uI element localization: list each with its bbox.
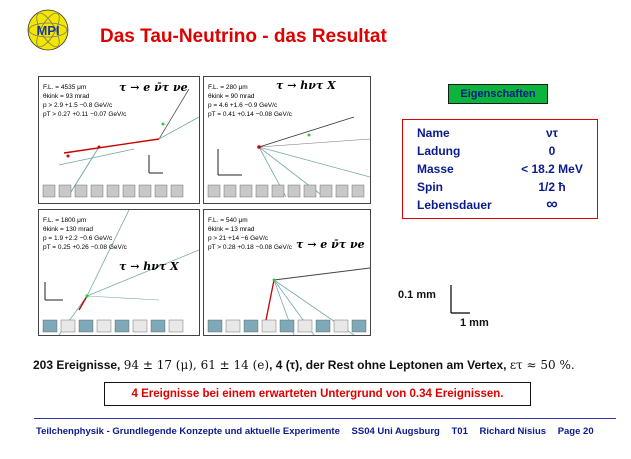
panel-3-info <box>43 216 127 252</box>
footer-divider <box>34 418 616 419</box>
panel-line: pT > 0.27 +0.11 −0.07 GeV/c <box>43 111 127 118</box>
footer-author: Richard Nisius <box>479 426 547 437</box>
property-value: < 18.2 MeV <box>521 162 583 176</box>
properties-box <box>402 119 598 219</box>
logo-text: MPI <box>36 23 60 38</box>
panel-line: p = 1.9 +2.2 −0.6 GeV/c <box>43 235 113 242</box>
event-summary <box>33 358 575 372</box>
property-name: Spin <box>417 180 443 194</box>
panel-line: F.L. = 280 μm <box>208 84 248 91</box>
property-value: 1/2 ħ <box>538 180 566 194</box>
panel-line: p > 21 +14 −6 GeV/c <box>208 235 269 242</box>
panel-line: F.L. = 540 μm <box>208 217 248 224</box>
scale-horizontal-label: 1 mm <box>460 317 489 329</box>
property-value: ντ <box>545 126 559 140</box>
event-math: 94 ± 17 (μ), 61 ± 14 (e) <box>123 358 270 372</box>
panel-line: θkink = 90 mrad <box>208 93 255 100</box>
panel-4-decay: τ → e ν̄τ νe <box>296 238 365 251</box>
panel-line: p > 2.9 +1.5 −0.8 GeV/c <box>43 102 113 109</box>
property-name: Ladung <box>417 144 461 158</box>
footer-page: Page 20 <box>557 426 594 437</box>
footer-code: T01 <box>451 426 468 437</box>
eigenschaften-header: Eigenschaften <box>448 84 548 104</box>
panel-line: θkink = 130 mrad <box>43 226 94 233</box>
event-math: ετ ≈ 50 %. <box>509 358 575 372</box>
event-panel-4 <box>203 209 371 336</box>
panel-line: F.L. = 4535 μm <box>43 84 87 91</box>
panel-1-info <box>43 83 126 119</box>
event-panel-1 <box>38 76 200 204</box>
footer-course: Teilchenphysik - Grundlegende Konzepte und aktuelle Experimente <box>36 426 340 437</box>
panel-line: pT = 0.25 +0.26 −0.08 GeV/c <box>43 244 127 251</box>
property-name: Name <box>417 126 450 140</box>
panel-3-decay: τ → hντ X <box>119 260 179 273</box>
panel-line: F.L. = 1800 μm <box>43 217 87 224</box>
footer <box>36 426 603 437</box>
mpi-logo <box>26 8 70 52</box>
event-panel-3 <box>38 209 200 336</box>
property-value: ∞ <box>546 196 558 213</box>
event-text: , 4 (τ), der Rest ohne Leptonen am Vertex, <box>269 358 510 372</box>
page-title: Das Tau-Neutrino - das Resultat <box>100 26 387 47</box>
panel-1-decay: τ → e ν̄τ νe <box>119 81 188 94</box>
panel-4-info <box>208 216 292 252</box>
footer-term: SS04 Uni Augsburg <box>351 426 440 437</box>
panel-line: θkink = 93 mrad <box>43 93 90 100</box>
scale-bar <box>448 283 472 317</box>
panel-line: pT > 0.28 +0.18 −0.08 GeV/c <box>208 244 292 251</box>
panel-line: pT = 0.41 +0.14 −0.08 GeV/c <box>208 111 292 118</box>
event-panel-2 <box>203 76 371 204</box>
panel-line: θkink = 13 mrad <box>208 226 255 233</box>
panel-2-decay: τ → hντ X <box>276 79 336 92</box>
panel-line: p = 4.6 +1.6 −0.9 GeV/c <box>208 102 278 109</box>
property-name: Masse <box>417 162 454 176</box>
scale-vertical-label: 0.1 mm <box>398 289 436 301</box>
background-note: 4 Ereignisse bei einem erwarteten Untergrund von 0.34 Ereignissen. <box>104 382 531 406</box>
event-text: 203 Ereignisse, <box>33 358 124 372</box>
property-name: Lebensdauer <box>417 198 492 212</box>
property-value: 0 <box>548 144 556 158</box>
